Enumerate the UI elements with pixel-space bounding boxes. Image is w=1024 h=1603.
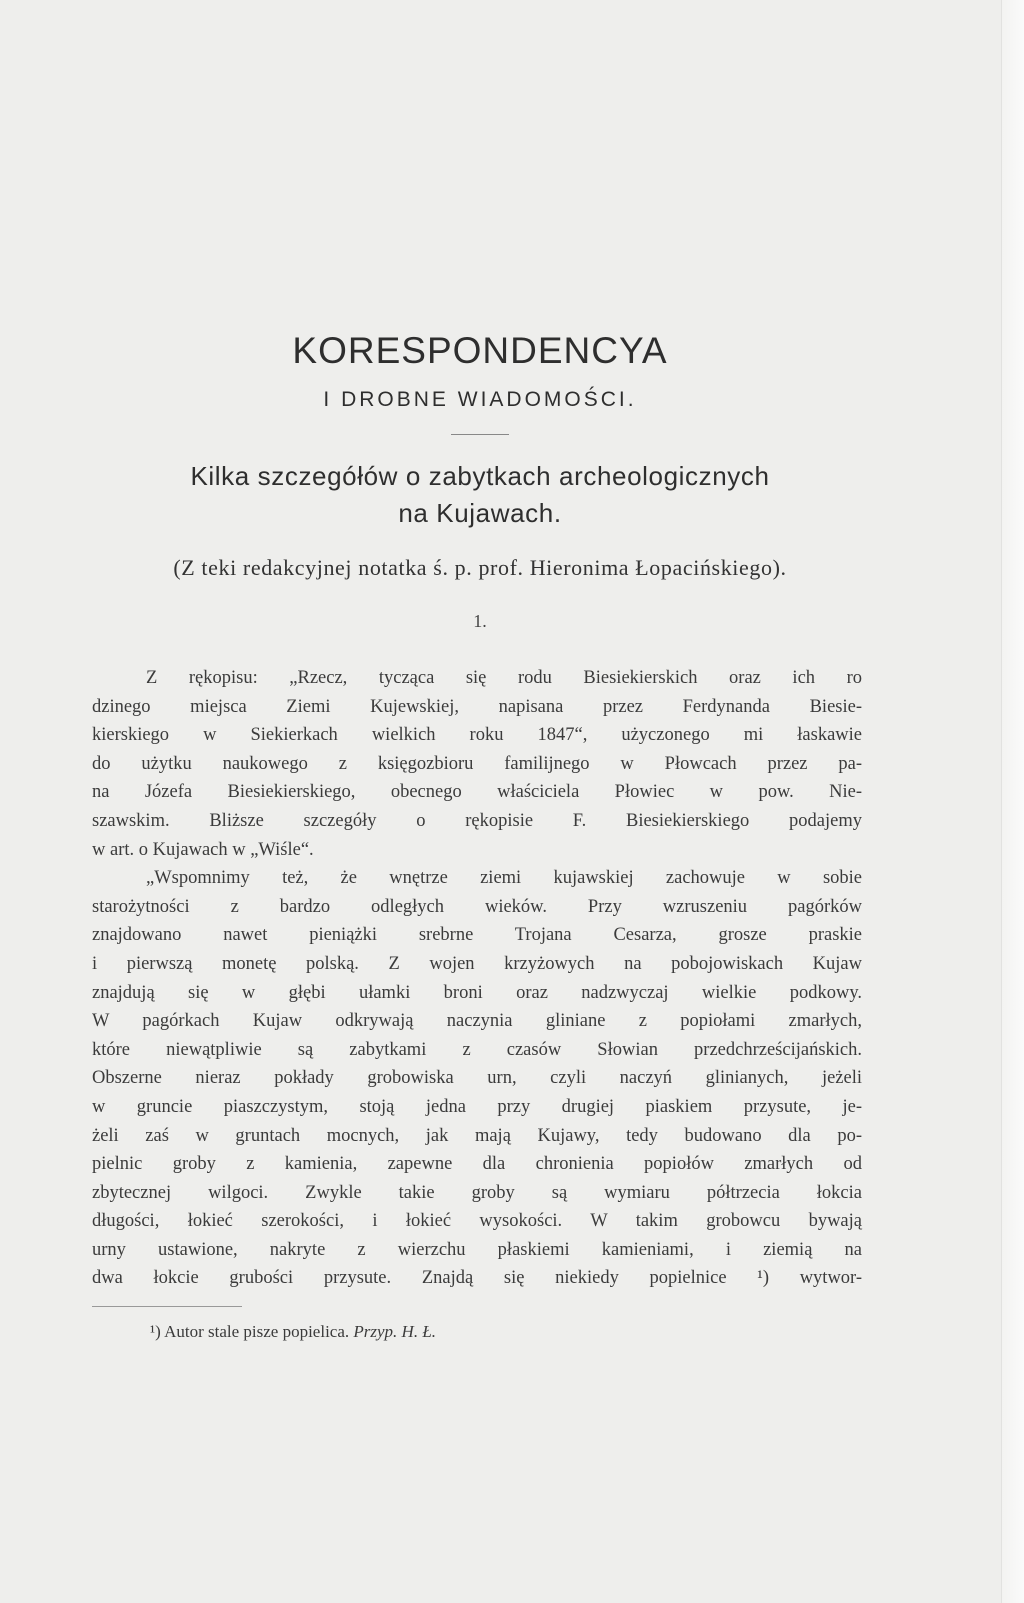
article-title-line-1: Kilka szczegółów o zabytkach archeologicznych <box>190 461 770 491</box>
body-line: starożytności z bardzo odległych wieków. Przy wzruszeniu pagórków <box>92 896 862 917</box>
section-title: KORESPONDENCYA <box>292 330 668 371</box>
body-line: Z rękopisu: „Rzecz, tycząca się rodu Biesiekierskich oraz ich ro <box>146 668 862 688</box>
body-line: które niewątpliwie są zabytkami z czasów Słowian przedchrześcijańskich. <box>92 1039 862 1060</box>
body-line: na Józefa Biesiekierskiego, obecnego właściciela Płowiec w pow. Nie- <box>92 782 862 803</box>
body-line: i pierwszą monetę polską. Z wojen krzyżowych na pobojowiskach Kujaw <box>92 953 862 974</box>
body-line: kierskiego w Siekierkach wielkich roku 1847“, użyczonego mi łaskawie <box>92 725 862 746</box>
article-note: (Z teki redakcyjnej notatka ś. p. prof. Hieronima Łopacińskiego). <box>173 555 787 580</box>
body-line: znajdują się w głębi ułamki broni oraz nadzwyczaj wielkie podkowy. <box>92 982 862 1003</box>
body-line: żeli zaś w gruntach mocnych, jak mają Kujawy, tedy budowano dla po- <box>92 1125 862 1146</box>
body-line: urny ustawione, nakryte z wierzchu płaskiemi kamieniami, i ziemią na <box>92 1239 862 1260</box>
body-line: dwa łokcie grubości przysute. Znajdą się niekiedy popielnice ¹) wytwor- <box>92 1268 862 1289</box>
body-line: długości, łokieć szerokości, i łokieć wysokości. W takim grobowcu bywają <box>92 1211 862 1232</box>
title-divider <box>451 434 509 435</box>
body-line: W pagórkach Kujaw odkrywają naczynia gliniane z popiołami zmarłych, <box>92 1011 862 1032</box>
footnote-marker: ¹) <box>150 1322 161 1341</box>
page-edge <box>1001 0 1024 1603</box>
body-line: szawskim. Bliższe szczegóły o rękopisie F. Biesiekierskiego podajemy <box>92 810 862 831</box>
body-line: zbytecznej wilgoci. Zwykle takie groby są wymiaru półtrzecia łokcia <box>92 1182 862 1203</box>
part-number: 1. <box>473 611 487 631</box>
body-line: do użytku naukowego z księgozbioru familijnego w Płowcach przez pa- <box>92 753 862 774</box>
footnote-signature: Przyp. H. Ł. <box>353 1322 437 1341</box>
footnote-divider <box>92 1306 242 1307</box>
body-line: znajdowano nawet pieniążki srebrne Trojana Cesarza, grosze praskie <box>92 925 862 946</box>
body-line: pielnic groby z kamienia, zapewne dla chronienia popiołów zmarłych od <box>92 1154 862 1175</box>
footnote-text: Autor stale pisze popielica. <box>164 1322 350 1341</box>
article-body <box>92 664 862 1293</box>
body-line: dzinego miejsca Ziemi Kujewskiej, napisana przez Ferdynanda Biesie- <box>92 696 862 717</box>
section-subtitle: I DROBNE WIADOMOŚCI. <box>323 388 637 411</box>
body-line: Obszerne nieraz pokłady grobowiska urn, czyli naczyń glinianych, jeżeli <box>92 1068 862 1089</box>
article-title <box>0 458 960 532</box>
body-line: w art. o Kujawach w „Wiśle“. <box>92 839 314 860</box>
body-line: „Wspomnimy też, że wnętrze ziemi kujawskiej zachowuje w sobie <box>146 868 862 889</box>
body-line: w gruncie piaszczystym, stoją jedna przy drugiej piaskiem przysute, je- <box>92 1096 862 1117</box>
article-title-line-2: na Kujawach. <box>398 498 562 528</box>
footnote <box>150 1322 436 1342</box>
